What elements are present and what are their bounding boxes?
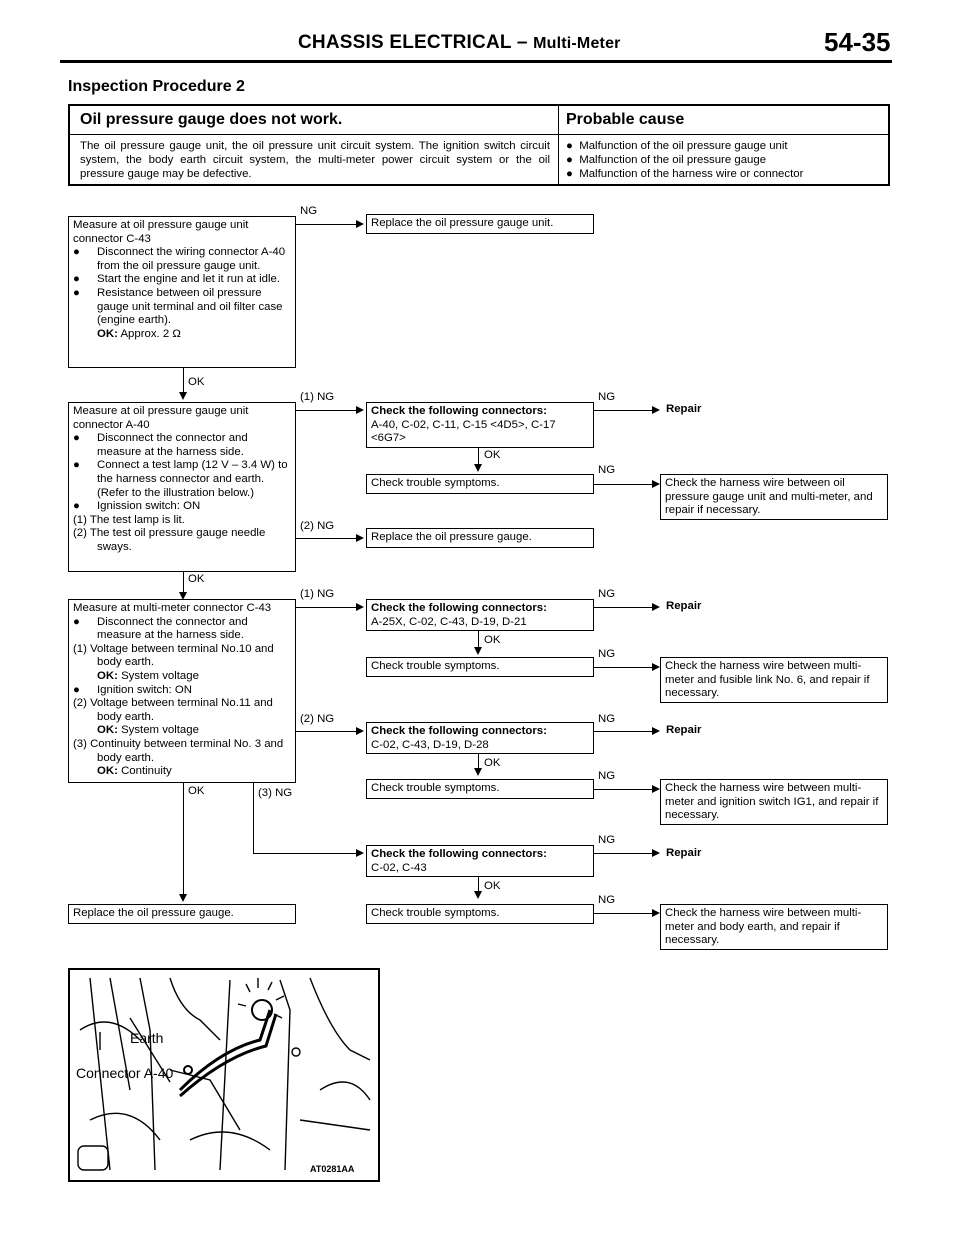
step3-trouble2-box: Check trouble symptoms. bbox=[366, 779, 594, 799]
step3-trouble1-box: Check trouble symptoms. bbox=[366, 657, 594, 677]
symptom-heading: Oil pressure gauge does not work. bbox=[80, 111, 343, 128]
step3-harness1-box: Check the harness wire between multi-meter and fusible link No. 6, and repair if necessary. bbox=[660, 657, 888, 703]
cause-heading: Probable cause bbox=[566, 111, 685, 128]
step1-ng-box: Replace the oil pressure gauge unit. bbox=[366, 214, 594, 234]
step2-check-box: Check the following connectors: A-40, C-02, C-11, C-15 <4D5>, C-17 <6G7> bbox=[366, 402, 594, 448]
step3-harness3-box: Check the harness wire between multi-meter and body earth, and repair if necessary. bbox=[660, 904, 888, 950]
cause-list: ● Malfunction of the oil pressure gauge unit ● Malfunction of the oil pressure gauge ● Malfunction of the harness wire or connector bbox=[566, 140, 804, 180]
connector-label: Connector A-40 bbox=[76, 1065, 174, 1081]
step2-trouble-box: Check trouble symptoms. bbox=[366, 474, 594, 494]
step3-check3-box: Check the following connectors: C-02, C-43 bbox=[366, 845, 594, 877]
step3-trouble3-box: Check trouble symptoms. bbox=[366, 904, 594, 924]
final-replace-box: Replace the oil pressure gauge. bbox=[68, 904, 296, 924]
step2-replace-box: Replace the oil pressure gauge. bbox=[366, 528, 594, 548]
symptom-table bbox=[68, 104, 890, 186]
illustration-code: AT0281AA bbox=[310, 1164, 355, 1174]
step3-box: Measure at multi-meter connector C-43 ● Disconnect the connector and measure at the harness side. (1) Voltage between terminal No.10 and body earth. OK: System voltage ● Ignition switch: ON (2) Voltage between terminal No.11 and body earth. OK: System voltage (3) Continuity between terminal No. 3 and body earth. OK: Continuity bbox=[68, 599, 296, 783]
earth-label: Earth bbox=[130, 1030, 164, 1046]
header-rule bbox=[60, 60, 892, 63]
step2-box: Measure at oil pressure gauge unit connector A-40 ● Disconnect the connector and measure at the harness side. ● Connect a test lamp (12 V – 3.4 W) to the harness connector and earth. (Refer to the illustration below.) ● Ignission switch: ON (1) The test lamp is lit. (2) The test oil pressure gauge needle sways. bbox=[68, 402, 296, 572]
step3-check1-box: Check the following connectors: A-25X, C-02, C-43, D-19, D-21 bbox=[366, 599, 594, 631]
symptom-description: The oil pressure gauge unit, the oil pressure unit circuit system. The ignition switch circuit system, the body earth circuit system, the multi-meter power circuit system or the oil pressure gauge may be defective. bbox=[80, 140, 550, 180]
step1-box: Measure at oil pressure gauge unit connector C-43 ● Disconnect the wiring connector A-40 from the oil pressure gauge unit. ● Start the engine and let it run at idle. ● Resistance between oil pressure gauge unit terminal and oil filter case (engine earth). OK: Approx. 2 Ω bbox=[68, 216, 296, 368]
step3-check2-box: Check the following connectors: C-02, C-43, D-19, D-28 bbox=[366, 722, 594, 754]
page-number: 54-35 bbox=[824, 27, 891, 57]
step3-harness2-box: Check the harness wire between multi-meter and ignition switch IG1, and repair if necessary. bbox=[660, 779, 888, 825]
step2-harness-box: Check the harness wire between oil pressure gauge unit and multi-meter, and repair if necessary. bbox=[660, 474, 888, 520]
procedure-title: Inspection Procedure 2 bbox=[68, 78, 245, 95]
header-title: CHASSIS ELECTRICAL – Multi-Meter bbox=[298, 32, 621, 53]
engine-bay-drawing bbox=[70, 970, 378, 1180]
connector-illustration bbox=[68, 968, 380, 1182]
